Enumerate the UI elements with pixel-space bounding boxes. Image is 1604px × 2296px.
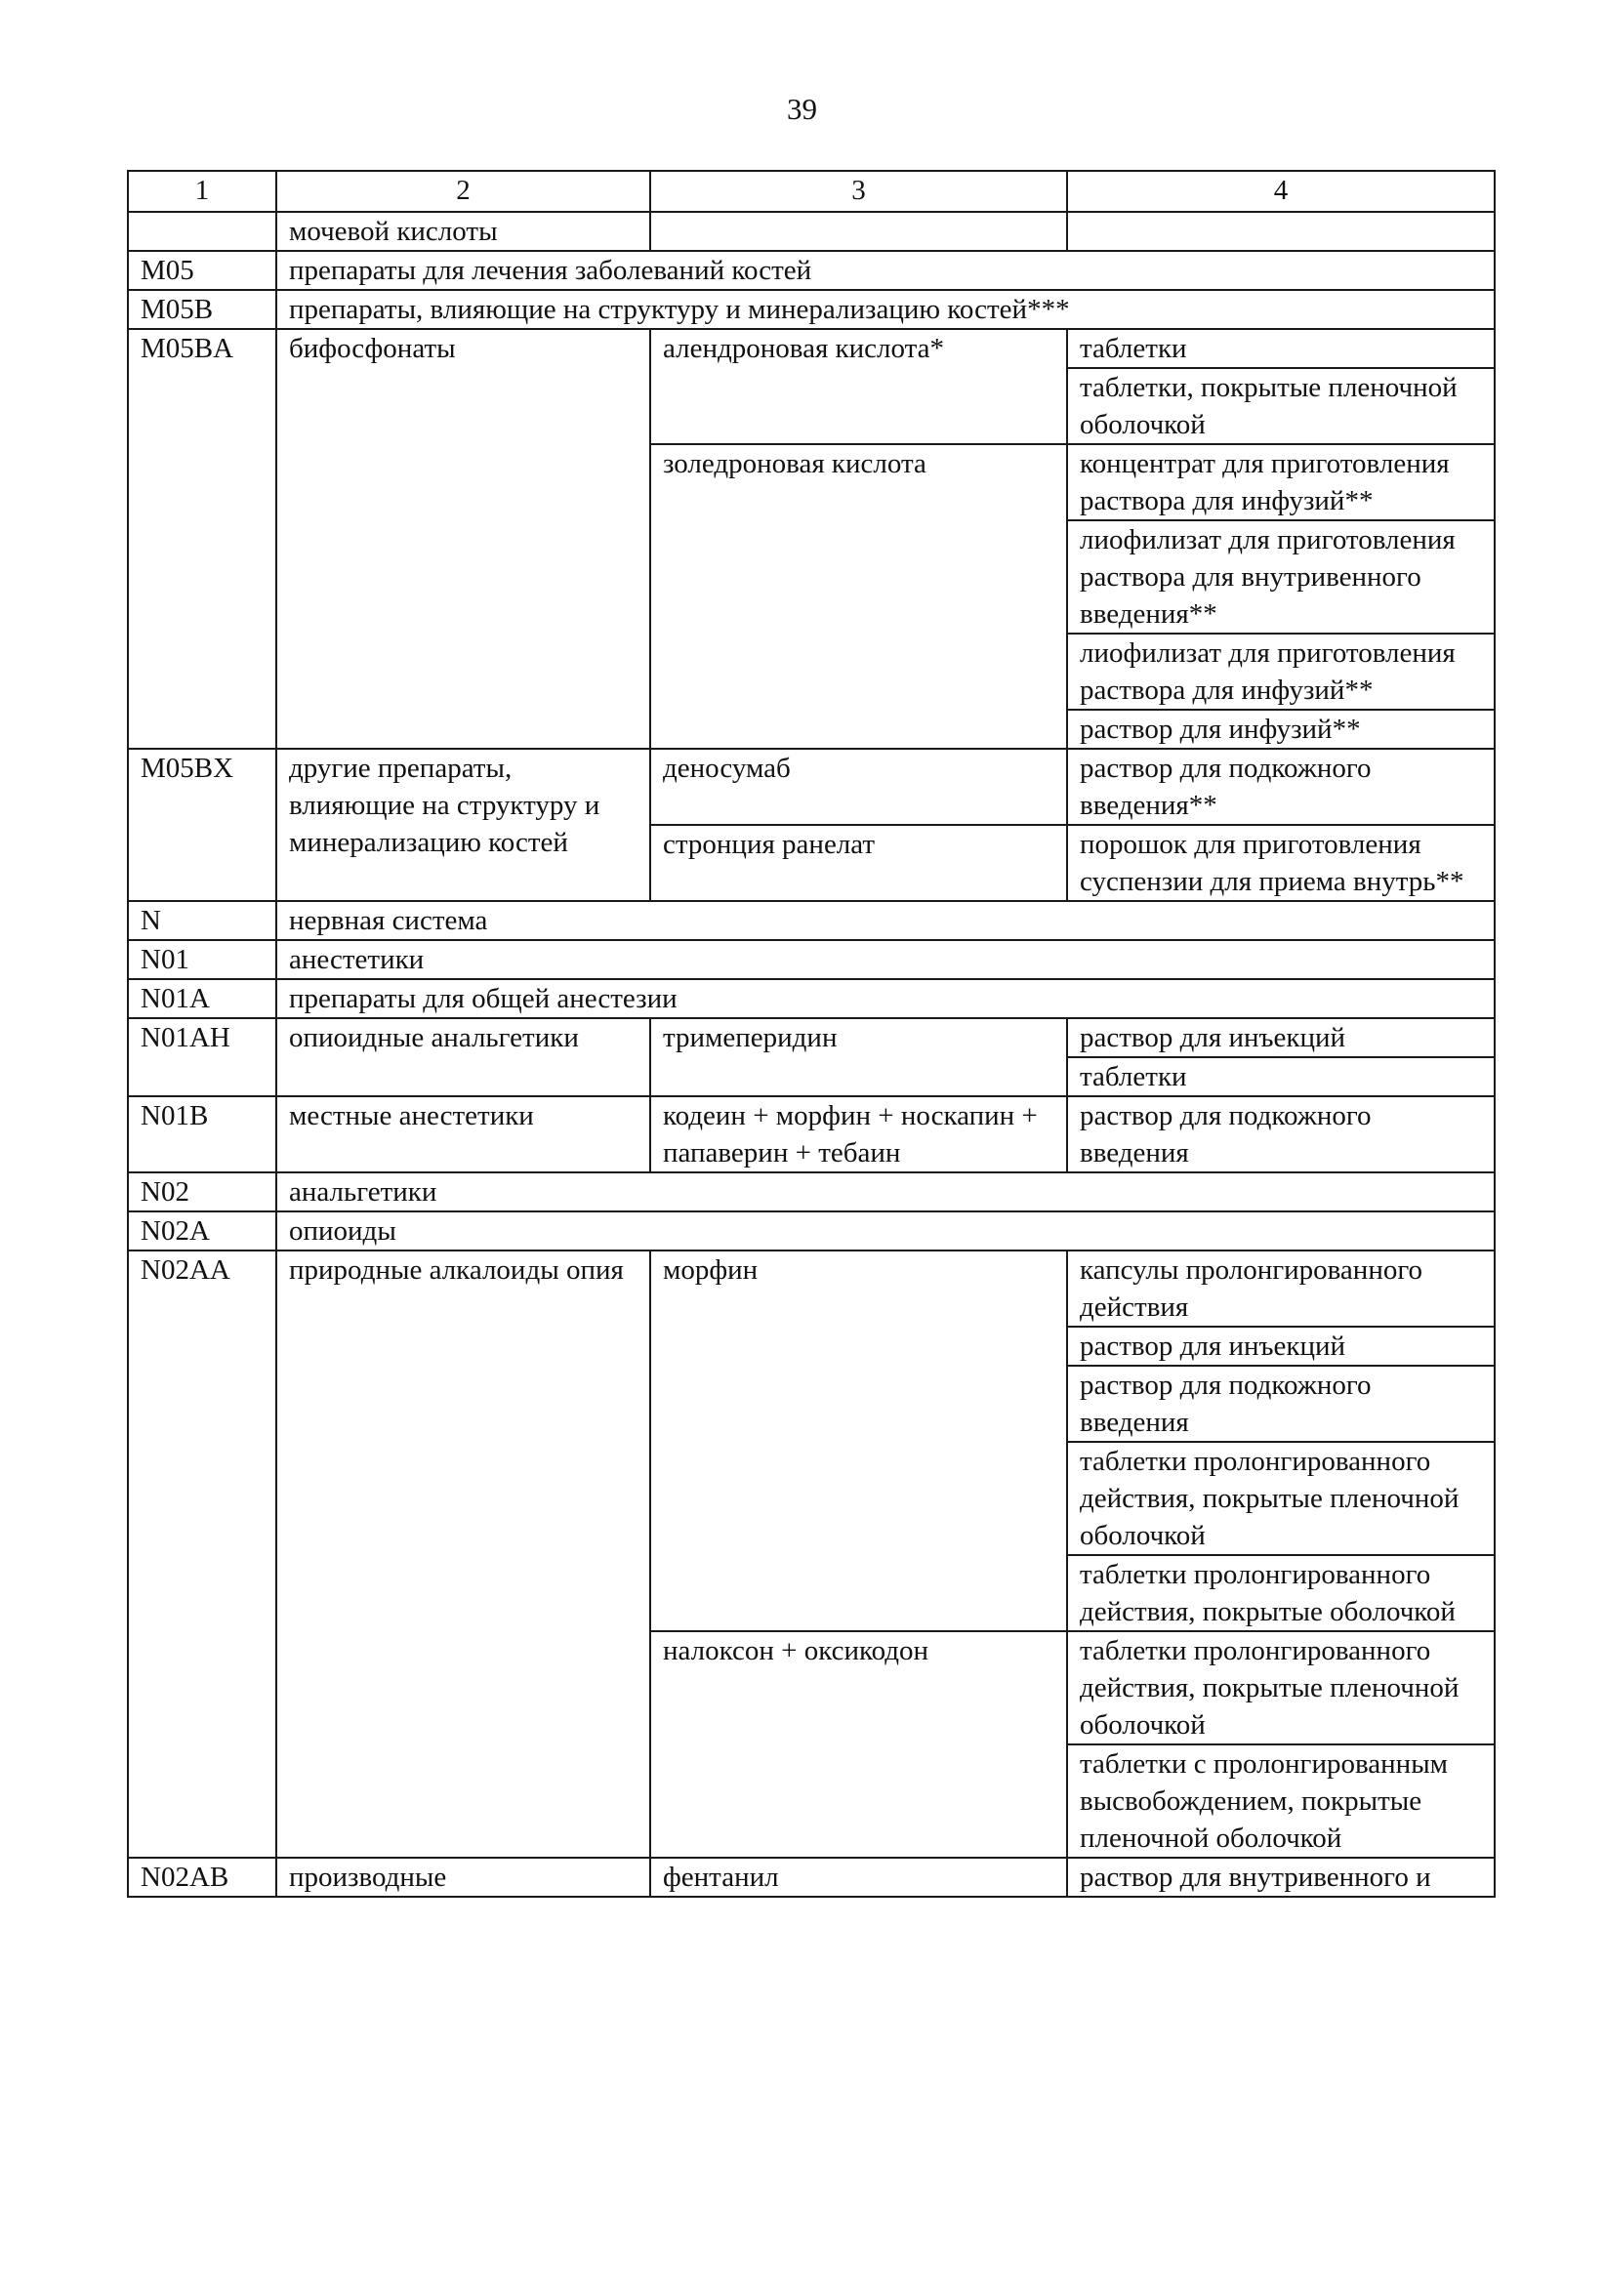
table-row xyxy=(128,1211,1495,1250)
atc-code-cell: M05 xyxy=(128,251,276,290)
drug-name-cell: стронция ранелат xyxy=(650,825,1067,901)
group-name-cell: производные xyxy=(276,1858,650,1897)
dosage-form-cell: порошок для приготовления суспензии для приема внутрь** xyxy=(1067,825,1495,901)
dosage-form-cell: раствор для внутривенного и xyxy=(1067,1858,1495,1897)
group-name-cell: анестетики xyxy=(276,940,1495,979)
table-row xyxy=(128,940,1495,979)
atc-code-cell: N01A xyxy=(128,979,276,1018)
dosage-form-cell: таблетки пролонгированного действия, покрытые оболочкой xyxy=(1067,1555,1495,1631)
drug-name-cell: золедроновая кислота xyxy=(650,444,1067,749)
column-number-3: 3 xyxy=(650,171,1067,212)
atc-code-cell: M05B xyxy=(128,290,276,329)
group-name-cell: анальгетики xyxy=(276,1172,1495,1211)
atc-code-cell: N01AH xyxy=(128,1018,276,1096)
group-name-cell: мочевой кислоты xyxy=(276,212,650,251)
atc-code-cell: N02AA xyxy=(128,1250,276,1858)
dosage-form-cell: раствор для подкожного введения** xyxy=(1067,749,1495,825)
table-row xyxy=(128,1018,1495,1057)
drug-name-cell: морфин xyxy=(650,1250,1067,1631)
dosage-form-cell xyxy=(1067,212,1495,251)
dosage-form-cell: лиофилизат для приготовления раствора для инфузий** xyxy=(1067,634,1495,710)
dosage-form-cell: концентрат для приготовления раствора для инфузий** xyxy=(1067,444,1495,520)
page-number: 39 xyxy=(787,92,817,126)
dosage-form-cell: раствор для подкожного введения xyxy=(1067,1096,1495,1172)
table-row xyxy=(128,1250,1495,1327)
table-row xyxy=(128,1172,1495,1211)
group-name-cell: препараты для лечения заболеваний костей xyxy=(276,251,1495,290)
table-row xyxy=(128,749,1495,825)
drug-name-cell: алендроновая кислота* xyxy=(650,329,1067,444)
table-row xyxy=(128,251,1495,290)
dosage-form-cell: капсулы пролонгированного действия xyxy=(1067,1250,1495,1327)
dosage-form-cell: таблетки, покрытые пленочной оболочкой xyxy=(1067,368,1495,444)
group-name-cell: препараты для общей анестезии xyxy=(276,979,1495,1018)
atc-code-cell: N01 xyxy=(128,940,276,979)
table-row xyxy=(128,979,1495,1018)
dosage-form-cell: таблетки xyxy=(1067,329,1495,368)
atc-code-cell xyxy=(128,212,276,251)
group-name-cell: опиоидные анальгетики xyxy=(276,1018,650,1096)
table-row xyxy=(128,212,1495,251)
group-name-cell: бифосфонаты xyxy=(276,329,650,749)
dosage-form-cell: лиофилизат для приготовления раствора для внутривенного введения** xyxy=(1067,520,1495,634)
group-name-cell: препараты, влияющие на структуру и минерализацию костей*** xyxy=(276,290,1495,329)
drug-name-cell: налоксон + оксикодон xyxy=(650,1631,1067,1858)
drug-name-cell xyxy=(650,212,1067,251)
column-number-row xyxy=(128,171,1495,212)
atc-code-cell: M05BA xyxy=(128,329,276,749)
dosage-form-cell: раствор для инъекций xyxy=(1067,1018,1495,1057)
group-name-cell: опиоиды xyxy=(276,1211,1495,1250)
group-name-cell: природные алкалоиды опия xyxy=(276,1250,650,1858)
table-row xyxy=(128,290,1495,329)
dosage-form-cell: раствор для инфузий** xyxy=(1067,710,1495,749)
drug-name-cell: фентанил xyxy=(650,1858,1067,1897)
drug-name-cell: деносумаб xyxy=(650,749,1067,825)
group-name-cell: другие препараты, влияющие на структуру и минерализацию костей xyxy=(276,749,650,901)
dosage-form-cell: раствор для подкожного введения xyxy=(1067,1366,1495,1442)
atc-code-cell: M05BX xyxy=(128,749,276,901)
drug-table xyxy=(127,170,1496,1898)
dosage-form-cell: таблетки пролонгированного действия, покрытые пленочной оболочкой xyxy=(1067,1631,1495,1744)
atc-code-cell: N xyxy=(128,901,276,940)
column-number-4: 4 xyxy=(1067,171,1495,212)
dosage-form-cell: таблетки с пролонгированным высвобождением, покрытые пленочной оболочкой xyxy=(1067,1744,1495,1858)
atc-code-cell: N02AB xyxy=(128,1858,276,1897)
column-number-2: 2 xyxy=(276,171,650,212)
dosage-form-cell: таблетки xyxy=(1067,1057,1495,1096)
table-row xyxy=(128,1096,1495,1172)
table-row xyxy=(128,329,1495,368)
table-row xyxy=(128,901,1495,940)
dosage-form-cell: таблетки пролонгированного действия, покрытые пленочной оболочкой xyxy=(1067,1442,1495,1555)
drug-name-cell: кодеин + морфин + носкапин + папаверин + тебаин xyxy=(650,1096,1067,1172)
table-row xyxy=(128,1858,1495,1897)
group-name-cell: нервная система xyxy=(276,901,1495,940)
group-name-cell: местные анестетики xyxy=(276,1096,650,1172)
drug-name-cell: тримеперидин xyxy=(650,1018,1067,1096)
atc-code-cell: N02A xyxy=(128,1211,276,1250)
atc-code-cell: N01B xyxy=(128,1096,276,1172)
atc-code-cell: N02 xyxy=(128,1172,276,1211)
dosage-form-cell: раствор для инъекций xyxy=(1067,1327,1495,1366)
column-number-1: 1 xyxy=(128,171,276,212)
